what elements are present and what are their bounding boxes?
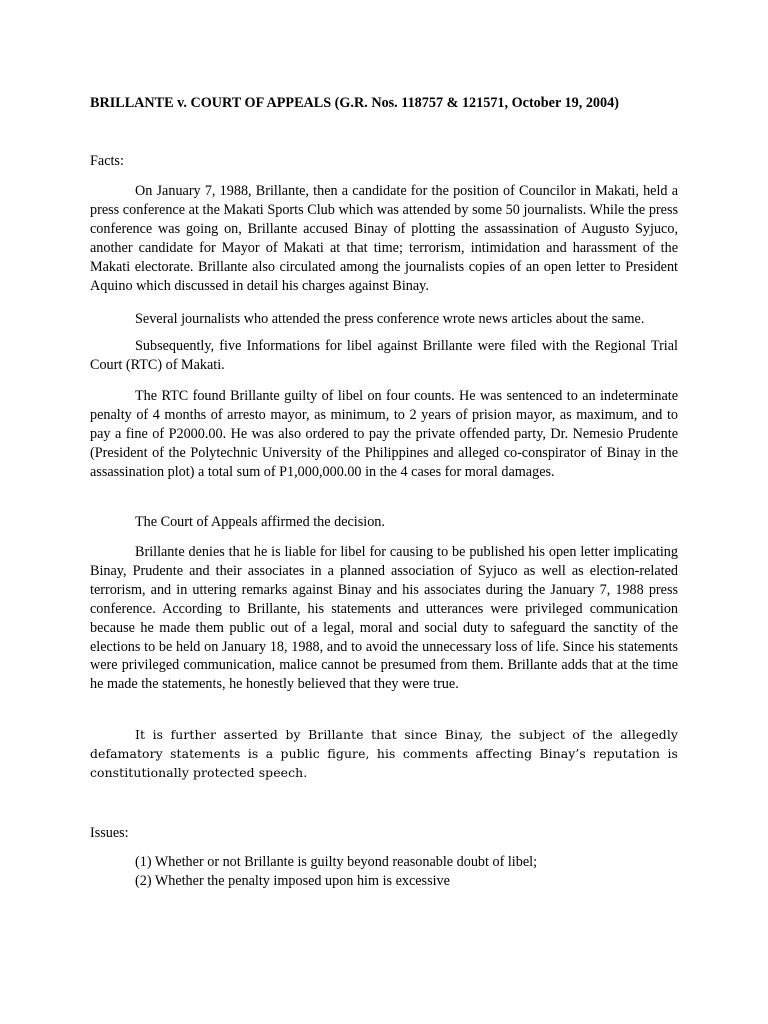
issues-heading: Issues: [90, 825, 129, 841]
facts-paragraph-3: Subsequently, five Informations for libel against Brillante were filed with the Regional Trial Court (RTC) of Makati. [90, 338, 678, 373]
document-title: BRILLANTE v. COURT OF APPEALS (G.R. Nos. 118757 & 121571, October 19, 2004) [90, 95, 619, 111]
facts-paragraph-2: Several journalists who attended the press conference wrote news articles about the same. [135, 311, 645, 327]
facts-paragraph-1: On January 7, 1988, Brillante, then a candidate for the position of Councilor in Makati, held a press conference at the Makati Sports Club which was attended by some 50 journalists. While the press conference was going on, Brillante accused Binay of plotting the assassination of Augusto Syjuco, another candidate for Mayor of Makati at that time; terrorism, intimidation and harassment of the Makati electorate. Brillante also circulated among the journalists copies of an open letter to President Aquino which discussed in detail his charges against Binay. [90, 183, 678, 294]
facts-heading: Facts: [90, 153, 124, 169]
issue-item-1: (1) Whether or not Brillante is guilty beyond reasonable doubt of libel; [135, 854, 538, 870]
facts-paragraph-7: It is further asserted by Brillante that since Binay, the subject of the allegedly defamatory statements is a public figure, his comments affecting Binay’s reputation is constitutionally protected speech. [90, 727, 678, 780]
facts-paragraph-6: Brillante denies that he is liable for libel for causing to be published his open letter implicating Binay, Prudente and their associates in a planned association of Syjuco as well as election-related terrorism, and in uttering remarks against Binay and his associates during the January 7, 1988 press conference. According to Brillante, his statements and utterances were privileged communication because he made them public out of a legal, moral and social duty to safeguard the sanctity of the elections to be held on January 18, 1988, and to avoid the unnecessary loss of life. Since his statements were privileged communication, malice cannot be presumed from them. Brillante adds that at the time he made the statements, he honestly believed that they were true. [90, 544, 678, 693]
facts-paragraph-5: The Court of Appeals affirmed the decision. [135, 514, 385, 530]
issues-list [135, 853, 537, 891]
facts-paragraph-4: The RTC found Brillante guilty of libel on four counts. He was sentenced to an indeterminate penalty of 4 months of arresto mayor, as minimum, to 2 years of prision mayor, as maximum, and to pay a fine of P2000.00. He was also ordered to pay the private offended party, Dr. Nemesio Prudente (President of the Polytechnic University of the Philippines and alleged co-conspirator of Binay in the assassination plot) a total sum of P1,000,000.00 in the 4 cases for moral damages. [90, 388, 678, 480]
issue-item-2: (2) Whether the penalty imposed upon him is excessive [135, 873, 450, 889]
